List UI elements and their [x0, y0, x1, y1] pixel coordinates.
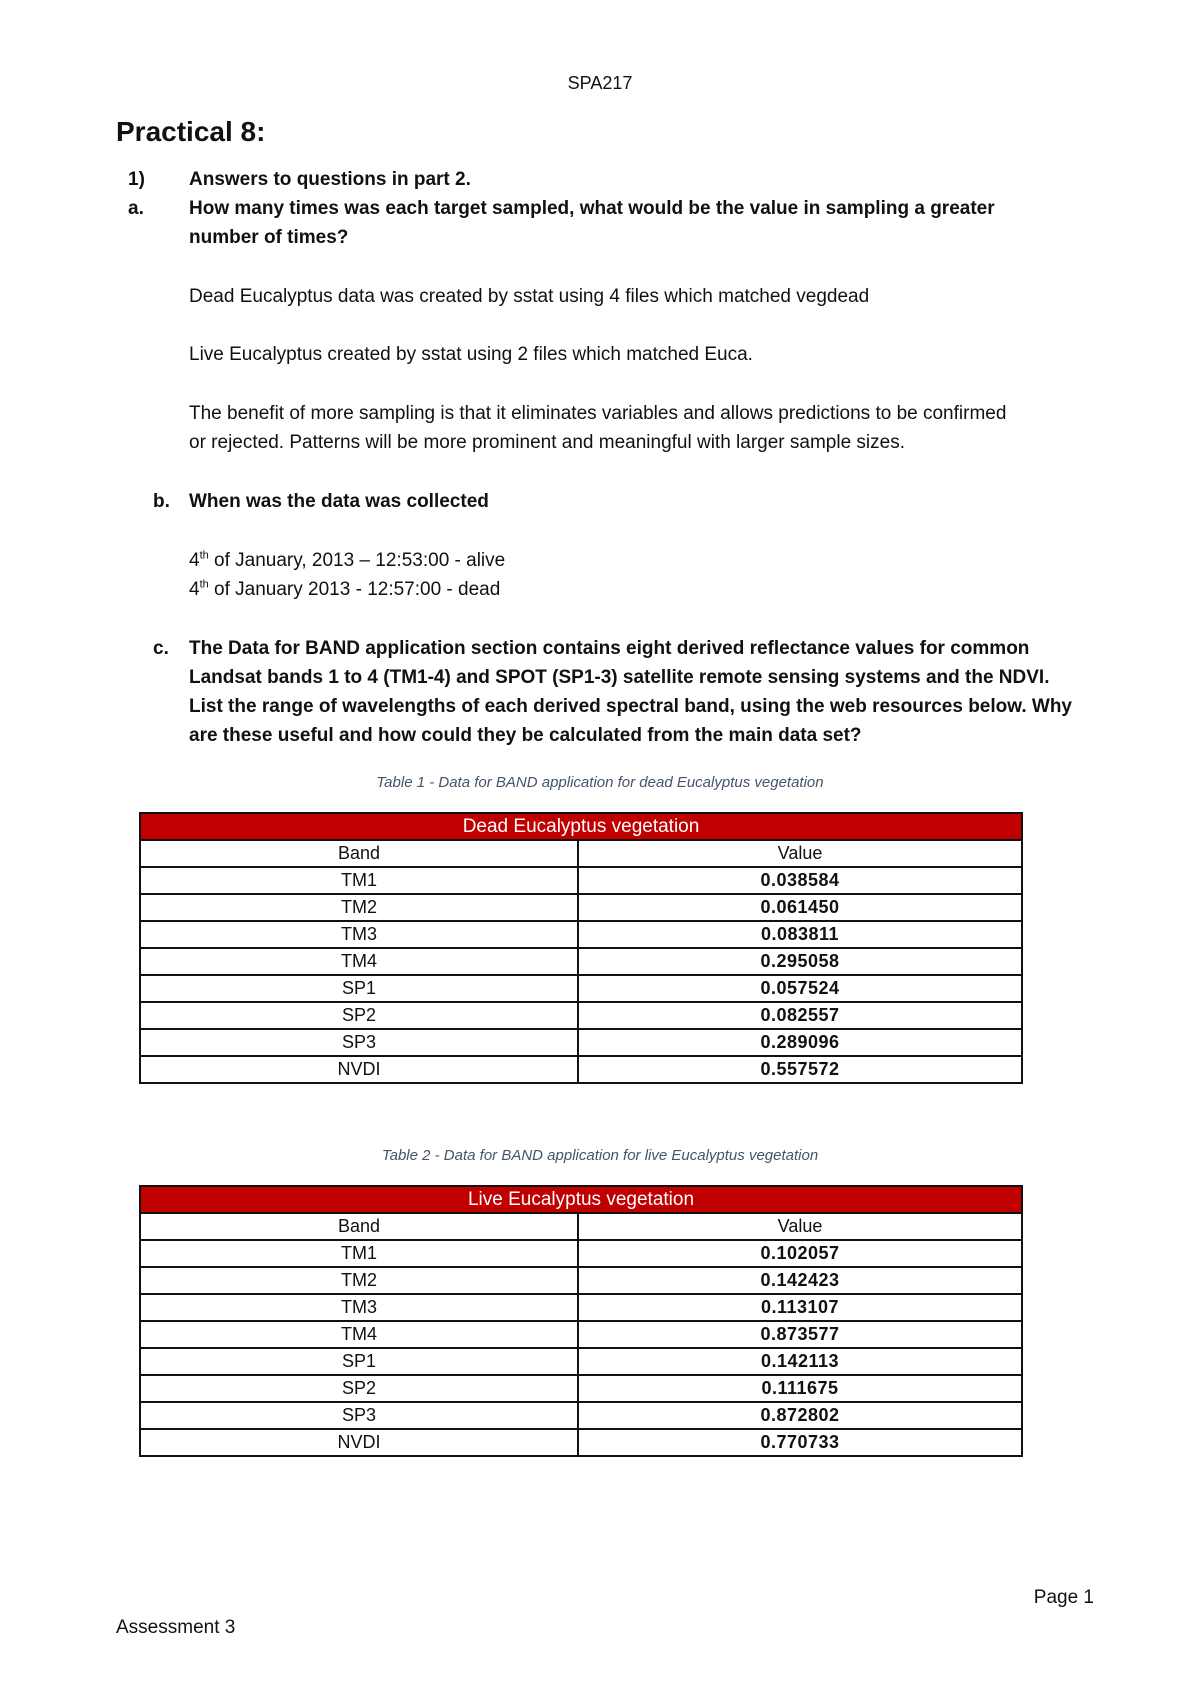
question-1-number: 1)	[128, 169, 145, 190]
table-row	[140, 1402, 1022, 1429]
table-row	[140, 1429, 1022, 1456]
question-b-text: When was the data was collected	[189, 491, 489, 512]
footer-assessment: Assessment 3	[116, 1617, 236, 1638]
question-a-number: a.	[128, 198, 144, 219]
value-cell: 0.113107	[578, 1294, 1022, 1321]
answer-b-alive-day: 4	[189, 550, 200, 571]
value-cell: 0.289096	[578, 1029, 1022, 1056]
page-header: SPA217	[567, 73, 633, 93]
table-row	[140, 1267, 1022, 1294]
page-number: Page 1	[1033, 1587, 1094, 1608]
answer-b-dead-suffix: th	[199, 578, 209, 591]
value-cell: 0.142423	[578, 1267, 1022, 1294]
value-cell: 0.038584	[578, 867, 1022, 894]
band-cell: TM1	[140, 867, 578, 894]
question-b-number: b.	[153, 491, 170, 512]
table-row	[140, 894, 1022, 921]
band-cell: TM2	[140, 894, 578, 921]
band-cell: TM1	[140, 1240, 578, 1267]
answer-b-dead	[189, 575, 500, 604]
live-eucalyptus-table	[139, 1185, 1023, 1457]
band-cell: SP3	[140, 1402, 578, 1429]
table-2-caption: Table 2 - Data for BAND application for live Eucalyptus vegetation	[381, 1147, 819, 1164]
answer-b-dead-rest: of January 2013 - 12:57:00 - dead	[208, 579, 501, 600]
table-row	[140, 1348, 1022, 1375]
band-cell: SP1	[140, 1348, 578, 1375]
question-c-line-4: are these useful and how could they be calculated from the main data set?	[189, 725, 862, 746]
question-c-line-1: The Data for BAND application section contains eight derived reflectance values for common	[189, 638, 1030, 659]
value-cell: 0.142113	[578, 1348, 1022, 1375]
answer-b-alive-suffix: th	[199, 549, 209, 562]
table-2-header-value: Value	[578, 1213, 1022, 1240]
band-cell: TM4	[140, 948, 578, 975]
band-cell: TM3	[140, 921, 578, 948]
table-row	[140, 1321, 1022, 1348]
table-row	[140, 948, 1022, 975]
value-cell: 0.083811	[578, 921, 1022, 948]
table-row	[140, 1240, 1022, 1267]
value-cell: 0.557572	[578, 1056, 1022, 1083]
table-1-header-band: Band	[140, 840, 578, 867]
band-cell: NVDI	[140, 1056, 578, 1083]
value-cell: 0.872802	[578, 1402, 1022, 1429]
value-cell: 0.102057	[578, 1240, 1022, 1267]
answer-b-alive	[189, 546, 505, 575]
table-row	[140, 921, 1022, 948]
question-c-line-3: List the range of wavelengths of each derived spectral band, using the web resources below. Why	[189, 696, 1072, 717]
table-row	[140, 867, 1022, 894]
value-cell: 0.082557	[578, 1002, 1022, 1029]
table-row	[140, 1002, 1022, 1029]
question-c-line-2: Landsat bands 1 to 4 (TM1-4) and SPOT (SP1-3) satellite remote sensing systems and the NDVI.	[189, 667, 1050, 688]
question-a-line-2: number of times?	[189, 227, 349, 248]
question-a-line-1: How many times was each target sampled, what would be the value in sampling a greater	[189, 198, 995, 219]
band-cell: TM4	[140, 1321, 578, 1348]
band-cell: SP3	[140, 1029, 578, 1056]
band-cell: SP2	[140, 1375, 578, 1402]
value-cell: 0.873577	[578, 1321, 1022, 1348]
table-1-title: Dead Eucalyptus vegetation	[140, 813, 1022, 840]
band-cell: NVDI	[140, 1429, 578, 1456]
answer-a-live: Live Eucalyptus created by sstat using 2 files which matched Euca.	[189, 344, 753, 365]
table-1-caption: Table 1 - Data for BAND application for dead Eucalyptus vegetation	[376, 774, 824, 791]
value-cell: 0.770733	[578, 1429, 1022, 1456]
question-c-number: c.	[153, 638, 169, 659]
band-cell: SP2	[140, 1002, 578, 1029]
question-1-text: Answers to questions in part 2.	[189, 169, 471, 190]
band-cell: TM2	[140, 1267, 578, 1294]
table-row	[140, 1056, 1022, 1083]
answer-a-benefit-line-2: or rejected. Patterns will be more prominent and meaningful with larger sample sizes.	[189, 432, 905, 453]
answer-b-alive-rest: of January, 2013 – 12:53:00 - alive	[208, 550, 506, 571]
table-1-header-value: Value	[578, 840, 1022, 867]
table-row	[140, 1294, 1022, 1321]
band-cell: TM3	[140, 1294, 578, 1321]
table-2-header-band: Band	[140, 1213, 578, 1240]
value-cell: 0.057524	[578, 975, 1022, 1002]
value-cell: 0.295058	[578, 948, 1022, 975]
table-row	[140, 1375, 1022, 1402]
answer-a-dead: Dead Eucalyptus data was created by sstat using 4 files which matched vegdead	[189, 286, 870, 307]
table-row	[140, 1029, 1022, 1056]
dead-eucalyptus-table	[139, 812, 1023, 1084]
table-2-title: Live Eucalyptus vegetation	[140, 1186, 1022, 1213]
answer-b-dead-day: 4	[189, 579, 200, 600]
value-cell: 0.111675	[578, 1375, 1022, 1402]
band-cell: SP1	[140, 975, 578, 1002]
value-cell: 0.061450	[578, 894, 1022, 921]
answer-a-benefit-line-1: The benefit of more sampling is that it eliminates variables and allows predictions to be confirmed	[189, 403, 1007, 424]
page-title: Practical 8:	[116, 116, 266, 147]
table-row	[140, 975, 1022, 1002]
